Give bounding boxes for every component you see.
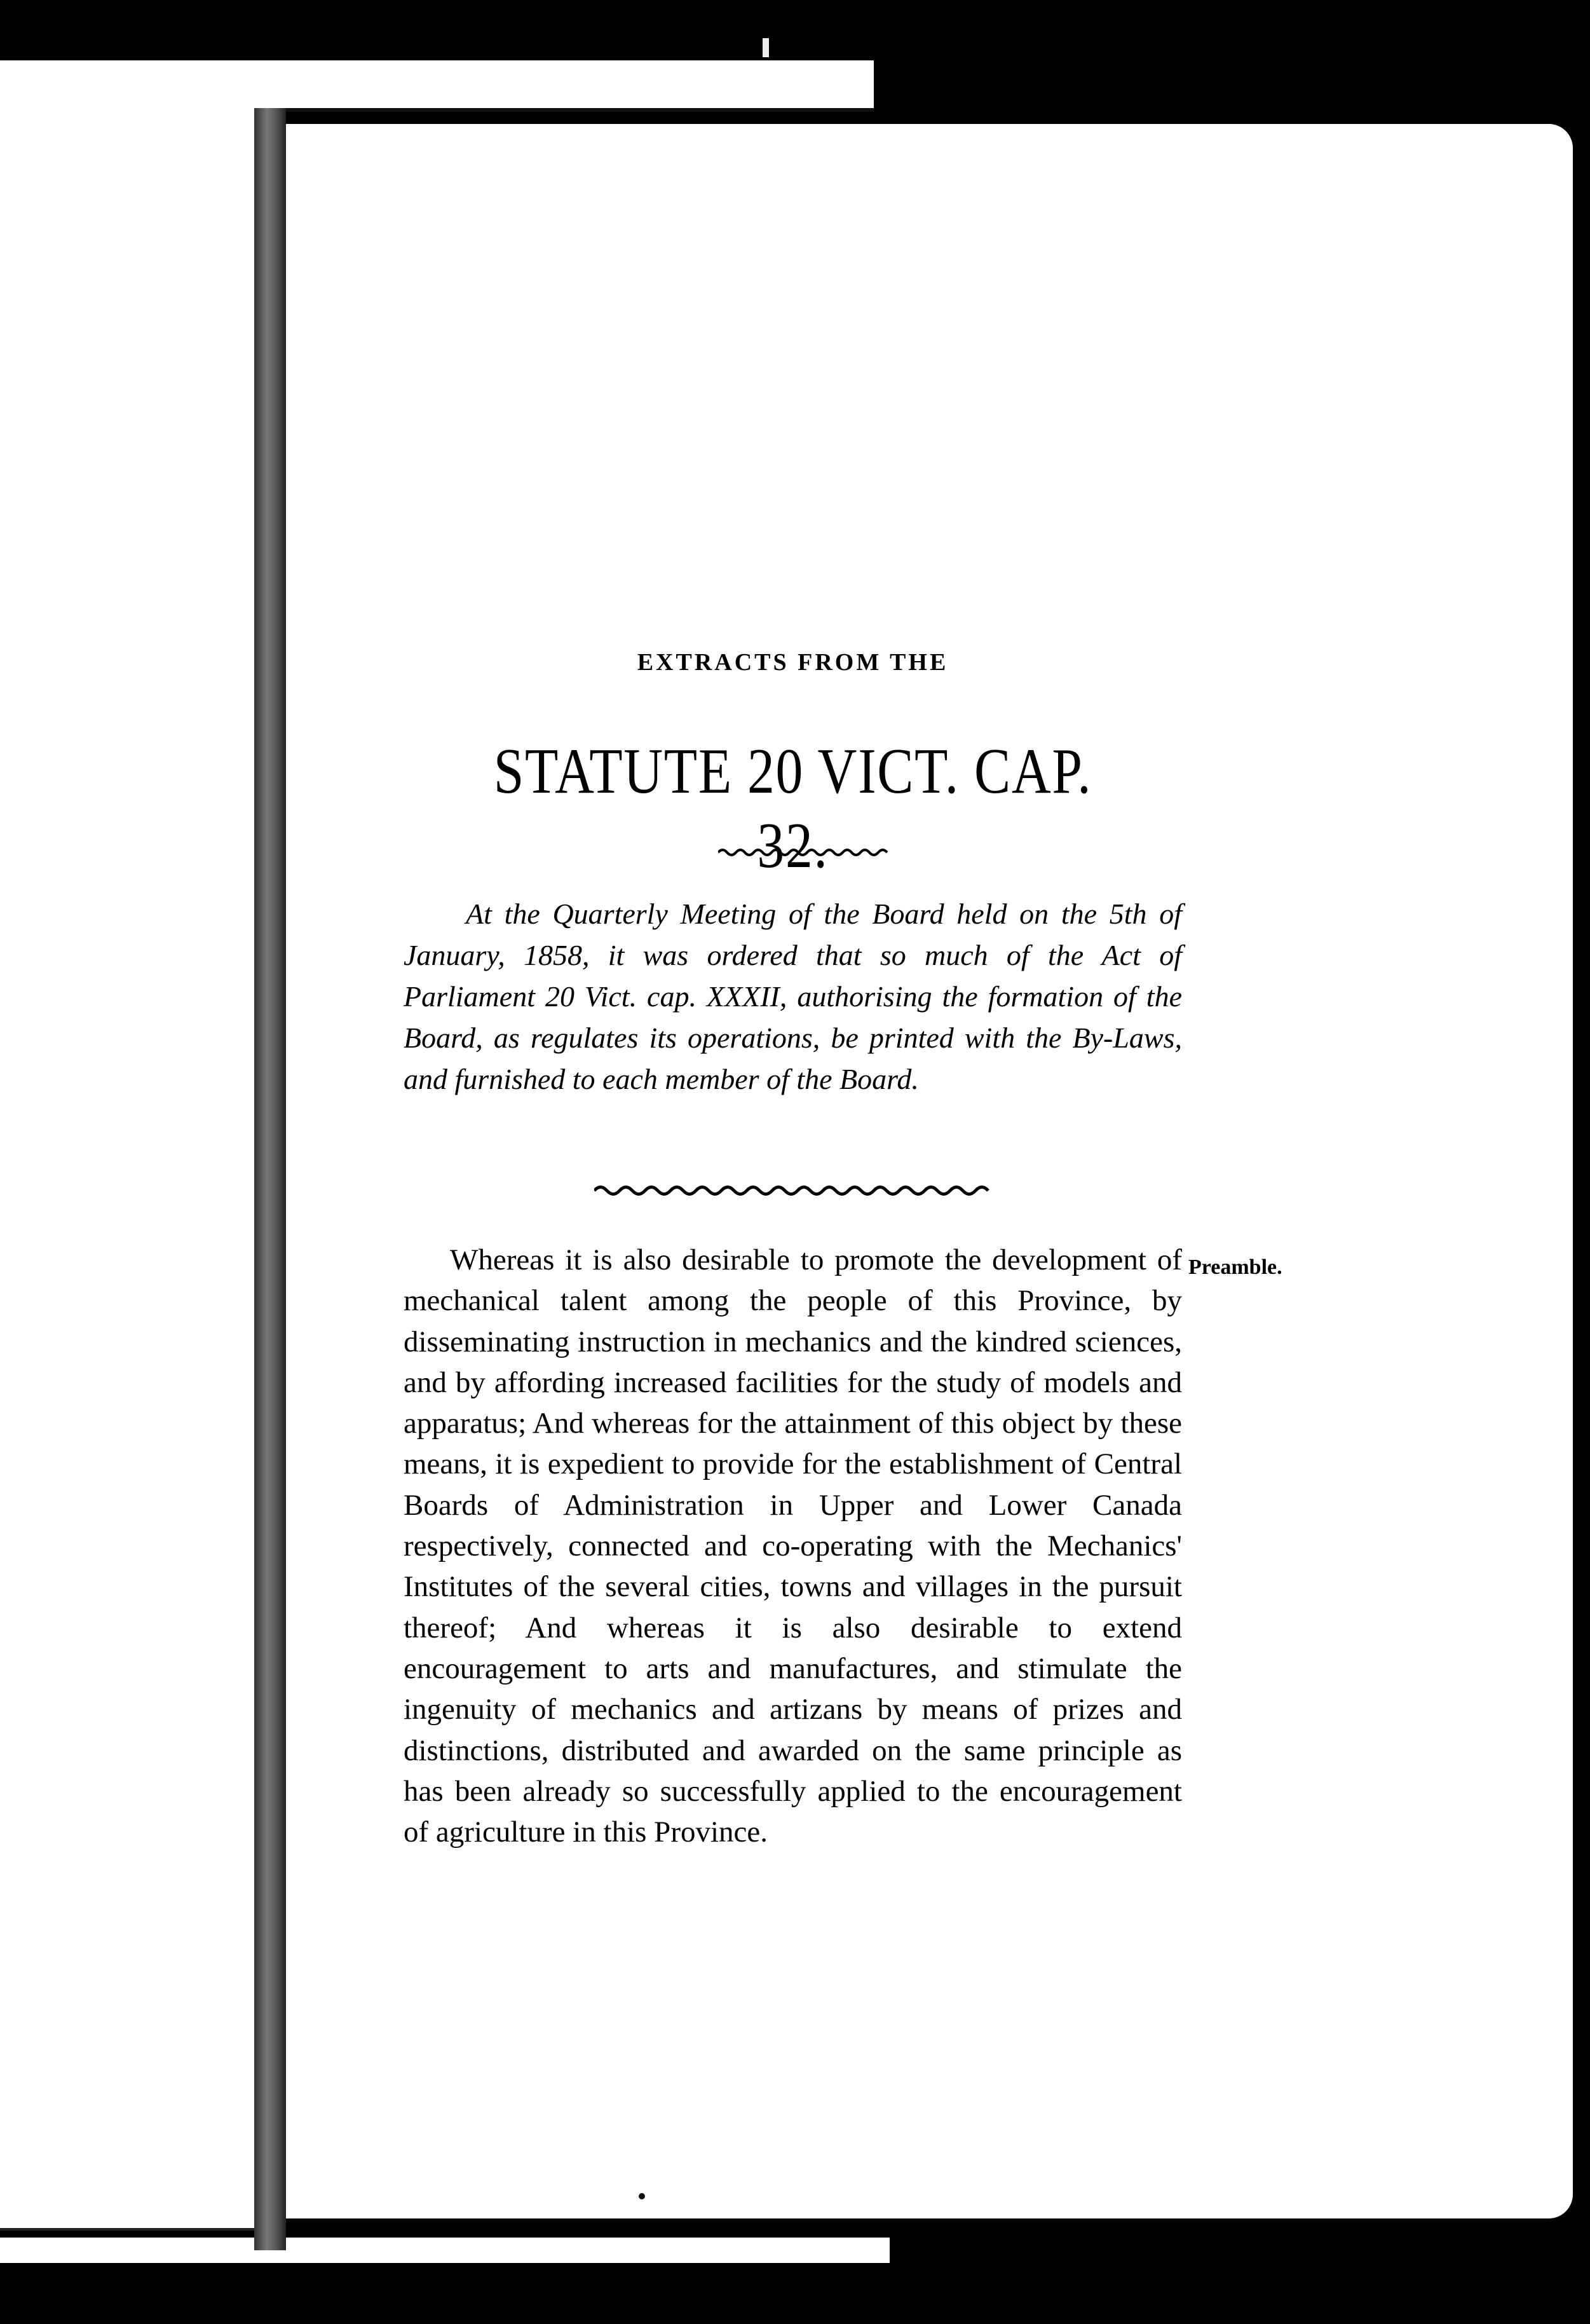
book-spine	[254, 108, 286, 2250]
statute-title: STATUTE 20 VICT. CAP. 32.	[493, 735, 1092, 882]
page-dot-mark	[639, 2193, 645, 2199]
top-paper-strip	[0, 60, 874, 112]
facing-page	[0, 108, 254, 2231]
long-ornament-rule	[594, 1182, 995, 1199]
order-paragraph: At the Quarterly Meeting of the Board held on the 5th of January, 1858, it was ordered that so much of the Act of Parliament 20 Vict. cap. XXXII, authorising the formation of the Board, as regulates its operations, be printed with the By-Laws, and furnished to each member of the Board.	[404, 898, 1182, 1095]
extracts-heading: EXTRACTS FROM THE	[637, 649, 949, 676]
short-ornament-rule	[718, 845, 890, 859]
document-page	[286, 124, 1573, 2218]
paper-tab	[763, 38, 769, 57]
preamble-marginal-note: Preamble.	[1188, 1255, 1282, 1279]
facing-page-bottom	[0, 2238, 890, 2263]
preamble-paragraph: Whereas it is also desirable to promote the development of mechanical talent among the people of this Province, by disseminating instruction in mechanics and the kindred sciences, and by affording increased facilities for the study of models and apparatus; And whereas for the attainment of this object by these means, it is expedient to provide for the establishment of Central Boards of Administration in Upper and Lower Canada respectively, connected and co-operating with the Mechanics' Institutes of the several cities, towns and villages in the pursuit thereof; And whereas it is also desirable to extend encouragement to arts and manufactures, and stimulate the ingenuity of mechanics and artizans by means of prizes and distinctions, distributed and awarded on the same principle as has been already so successfully applied to the encouragement of agriculture in this Province.	[404, 1243, 1182, 1849]
